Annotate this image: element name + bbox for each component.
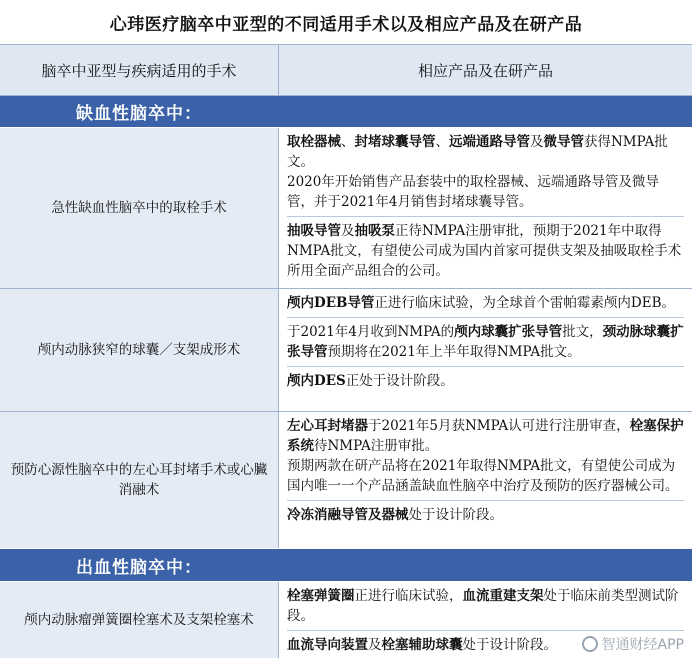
product-name: 左心耳封堵器 xyxy=(287,418,368,434)
text: 预期将在2021年上半年取得NMPA批文。 xyxy=(327,344,581,360)
product-name: 血流导向装置 xyxy=(287,637,368,653)
column-divider xyxy=(278,128,279,548)
product-name: 抽吸导管 xyxy=(287,223,341,239)
product-name: 颅内球囊扩张导管 xyxy=(454,324,563,340)
text: 及 xyxy=(341,223,355,239)
product-paragraph xyxy=(287,293,684,313)
category-ischemic xyxy=(0,96,692,127)
product-name: 微导管 xyxy=(543,134,584,150)
text: 及 xyxy=(530,134,544,150)
watermark xyxy=(582,634,684,654)
products-cell xyxy=(279,289,692,411)
procedure-cell: 急性缺血性脑卒中的取栓手术 xyxy=(0,128,278,288)
product-name: 封堵球囊导管 xyxy=(354,134,436,150)
text: 于2021年4月收到NMPA的 xyxy=(287,324,455,340)
product-name: 栓塞辅助球囊 xyxy=(381,637,463,653)
text: 于2021年5月获NMPA认可进行注册审查， xyxy=(368,418,630,434)
text: 批文， xyxy=(562,324,603,340)
product-paragraph xyxy=(287,416,684,456)
procedure-cell: 颅内动脉狭窄的球囊／支架成形术 xyxy=(0,289,278,411)
row-divider xyxy=(0,95,692,96)
text: 正进行临床试验， xyxy=(354,588,463,604)
category-hemorrhagic xyxy=(0,549,692,581)
product-name: 颅内DES xyxy=(287,373,346,389)
text: 获得NMPA批文。 xyxy=(287,134,668,170)
text: 及 xyxy=(368,637,382,653)
row-divider xyxy=(0,411,692,412)
product-name: 栓塞保护系统 xyxy=(287,418,684,454)
text: 处于设计阶段。 xyxy=(462,637,557,653)
category-label: 出血性脑卒中： xyxy=(76,557,202,578)
product-paragraph xyxy=(287,456,684,496)
product-name: 栓塞弹簧圈 xyxy=(287,588,355,604)
text: 2020年开始销售产品套装中的取栓器械、远端通路导管及微导管，并于2021年4月销售封堵球囊导管。 xyxy=(287,174,659,210)
watermark-text: 智通财经APP xyxy=(601,637,684,653)
text: 处于临床前类型测试阶段。 xyxy=(287,588,679,624)
product-name: 颅内DEB导管 xyxy=(287,295,375,311)
text: 、 xyxy=(435,134,449,150)
product-name: 冷冻消融导管及器械 xyxy=(287,507,409,523)
header-products: 相应产品及在研产品 xyxy=(279,45,692,95)
page-title: 心玮医疗脑卒中亚型的不同适用手术以及相应产品及在研产品 xyxy=(0,0,692,45)
product-paragraph xyxy=(287,366,684,391)
text: 预期两款在研产品将在2021年取得NMPA批文，有望使公司成为国内唯一一个产品涵盖缺血性脑卒中治疗及预防的医疗器械公司。 xyxy=(287,458,679,494)
product-name: 颈动脉球囊扩张导管 xyxy=(287,324,684,360)
product-paragraph xyxy=(287,500,684,525)
watermark-logo-icon xyxy=(582,636,598,652)
product-name: 取栓器械 xyxy=(287,134,341,150)
product-paragraph xyxy=(287,172,684,212)
products-cell xyxy=(279,412,692,548)
product-paragraph xyxy=(287,132,684,172)
product-paragraph xyxy=(287,216,684,281)
text: 、 xyxy=(341,134,355,150)
header-procedure: 脑卒中亚型与疾病适用的手术 xyxy=(0,45,278,95)
procedure-cell: 预防心源性脑卒中的左心耳封堵手术或心臟消融术 xyxy=(0,412,278,548)
column-divider xyxy=(278,582,279,658)
text: 正待NMPA注册审批，预期于2021年中取得NMPA批文，有望使公司成为国内首家可提供支架及抽吸取栓手术所用全面产品组合的公司。 xyxy=(287,223,682,279)
row-divider xyxy=(0,288,692,289)
text: 待NMPA注册审批。 xyxy=(314,438,439,454)
product-paragraph xyxy=(287,586,684,626)
procedure-cell: 颅内动脉瘤弹簧圈栓塞术及支架栓塞术 xyxy=(0,582,278,658)
product-name: 远端通路导管 xyxy=(449,134,530,150)
column-divider xyxy=(278,45,279,95)
products-cell xyxy=(279,128,692,288)
text: 正处于设计阶段。 xyxy=(345,373,454,389)
text: 处于设计阶段。 xyxy=(408,507,503,523)
category-label: 缺血性脑卒中： xyxy=(76,104,202,124)
product-name: 抽吸泵 xyxy=(354,223,395,239)
text: 正进行临床试验，为全球首个雷帕霉素颅内DEB。 xyxy=(374,295,676,311)
product-name: 血流重建支架 xyxy=(462,588,544,604)
product-paragraph xyxy=(287,317,684,362)
